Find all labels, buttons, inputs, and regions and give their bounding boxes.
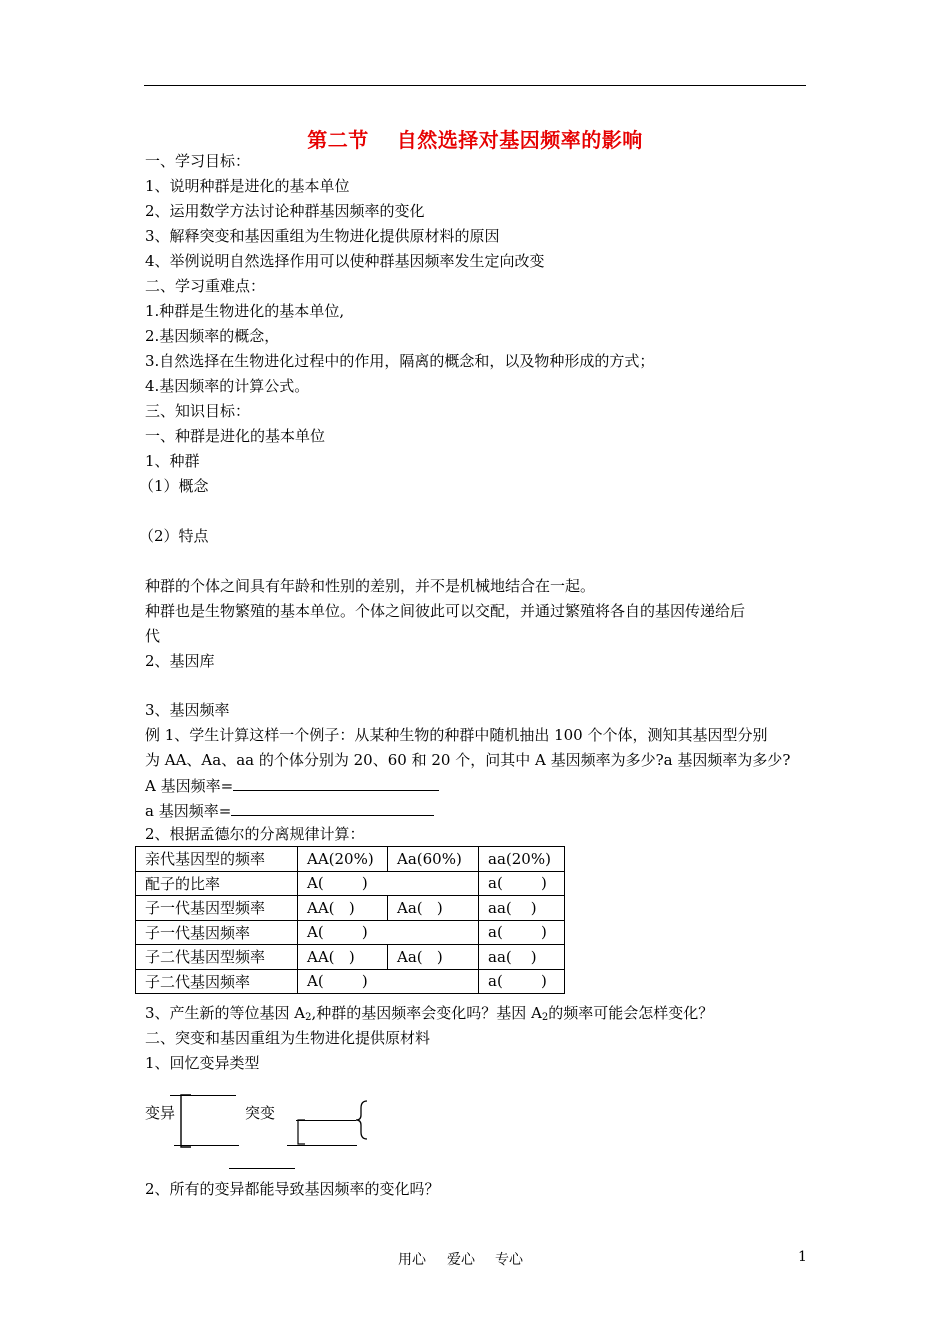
footer-motto-1: 用心 xyxy=(398,1252,426,1268)
table-cell: 亲代基因型的频率 xyxy=(136,847,298,872)
table-cell[interactable]: Aa( ) xyxy=(388,945,479,970)
recall-variation-types: 1、回忆变异类型 xyxy=(145,1054,260,1072)
answer-blank[interactable] xyxy=(233,775,439,791)
table-cell[interactable]: AA( ) xyxy=(298,945,388,970)
blank-line[interactable] xyxy=(174,1145,239,1146)
table-cell: AA(20%) xyxy=(298,847,388,872)
footer-motto-2: 爱心 xyxy=(447,1252,475,1268)
title-text: 自然选择对基因频率的影响 xyxy=(396,128,643,152)
objective-1: 1、说明种群是进化的基本单位 xyxy=(145,177,350,195)
blank-line[interactable] xyxy=(296,1120,356,1121)
objective-2: 2、运用数学方法讨论种群基因频率的变化 xyxy=(145,202,425,220)
key-point-1: 1.种群是生物进化的基本单位, xyxy=(145,302,345,320)
page-number: 1 xyxy=(798,1249,807,1265)
item-concept: （1）概念 xyxy=(139,477,209,495)
paragraph-features-1: 种群的个体之间具有年龄和性别的差别，并不是机械地结合在一起。 xyxy=(145,577,596,595)
answer-A-frequency: A 基因频率= xyxy=(145,775,439,796)
subheading-population: 1、种群 xyxy=(145,452,200,470)
key-point-4: 4.基因频率的计算公式。 xyxy=(145,377,310,395)
label-variation: 变异 xyxy=(145,1104,176,1122)
table-cell[interactable]: A( ) xyxy=(298,920,479,945)
subheading-gene-pool: 2、基因库 xyxy=(145,652,215,670)
page-title xyxy=(0,124,950,153)
curly-brace-icon xyxy=(355,1100,369,1140)
table-cell[interactable]: A( ) xyxy=(298,969,479,994)
heading-objectives: 一、学习目标： xyxy=(145,152,251,170)
bracket-icon xyxy=(293,1119,307,1145)
subheading-gene-frequency: 3、基因频率 xyxy=(145,701,230,719)
label-mutation: 突变 xyxy=(245,1104,276,1122)
blank-line[interactable] xyxy=(229,1168,295,1169)
brace-icon xyxy=(177,1094,193,1148)
table-cell[interactable]: a( ) xyxy=(479,871,565,896)
gene-frequency-table xyxy=(135,846,565,994)
table-cell[interactable]: aa( ) xyxy=(479,945,565,970)
paragraph-features-2: 种群也是生物繁殖的基本单位。个体之间彼此可以交配，并通过繁殖将各自的基因传递给后 xyxy=(145,602,746,620)
example-1-line-1: 例 1、学生计算这样一个例子：从某种生物的种群中随机抽出 100 个个体，测知其基因型分别 xyxy=(145,726,768,744)
table-row xyxy=(136,945,565,970)
table-cell[interactable]: aa( ) xyxy=(479,896,565,921)
item-features: （2）特点 xyxy=(139,527,209,545)
answer-blank[interactable] xyxy=(231,800,434,816)
table-row xyxy=(136,969,565,994)
table-cell: 配子的比率 xyxy=(136,871,298,896)
table-cell[interactable]: AA( ) xyxy=(298,896,388,921)
mendel-heading: 2、根据孟德尔的分离规律计算： xyxy=(145,825,365,843)
table-row xyxy=(136,847,565,872)
question-variation-frequency: 2、所有的变异都能导致基因频率的变化吗？ xyxy=(145,1180,440,1198)
section-1-heading: 一、种群是进化的基本单位 xyxy=(145,427,326,445)
key-point-2: 2.基因频率的概念， xyxy=(145,327,280,345)
table-row xyxy=(136,871,565,896)
table-cell: 子一代基因型频率 xyxy=(136,896,298,921)
heading-knowledge: 三、知识目标： xyxy=(145,402,251,420)
table-cell: Aa(60%) xyxy=(388,847,479,872)
table-row xyxy=(136,896,565,921)
table-cell: 子一代基因频率 xyxy=(136,920,298,945)
header-rule xyxy=(144,85,806,86)
footer-motto-3: 专心 xyxy=(495,1252,523,1268)
answer-a-frequency: a 基因频率= xyxy=(145,800,434,821)
section-2-heading: 二、突变和基因重组为生物进化提供原材料 xyxy=(145,1029,431,1047)
heading-key-points: 二、学习重难点： xyxy=(145,277,266,295)
table-cell[interactable]: a( ) xyxy=(479,969,565,994)
objective-3: 3、解释突变和基因重组为生物进化提供原材料的原因 xyxy=(145,227,500,245)
table-cell: 子二代基因型频率 xyxy=(136,945,298,970)
table-cell[interactable]: A( ) xyxy=(298,871,479,896)
table-row xyxy=(136,920,565,945)
objective-4: 4、举例说明自然选择作用可以使种群基因频率发生定向改变 xyxy=(145,252,545,270)
paragraph-features-2-cont: 代 xyxy=(145,627,161,645)
title-section: 第二节 xyxy=(307,128,369,152)
table-cell[interactable]: Aa( ) xyxy=(388,896,479,921)
question-new-allele: 3、产生新的等位基因 $A_2$,种群的基因频率会变化吗？基因 $A_2$的频率可能会怎样变化？ xyxy=(145,1004,714,1023)
key-point-3: 3.自然选择在生物进化过程中的作用，隔离的概念和，以及物种形成的方式； xyxy=(145,352,655,370)
example-1-line-2: 为 AA、Aa、aa 的个体分别为 20、60 和 20 个，问其中 A 基因频率为多少?a 基因频率为多少? xyxy=(145,751,791,769)
table-cell: aa(20%) xyxy=(479,847,565,872)
table-cell[interactable]: a( ) xyxy=(479,920,565,945)
blank-line[interactable] xyxy=(287,1145,357,1146)
table-cell: 子二代基因频率 xyxy=(136,969,298,994)
